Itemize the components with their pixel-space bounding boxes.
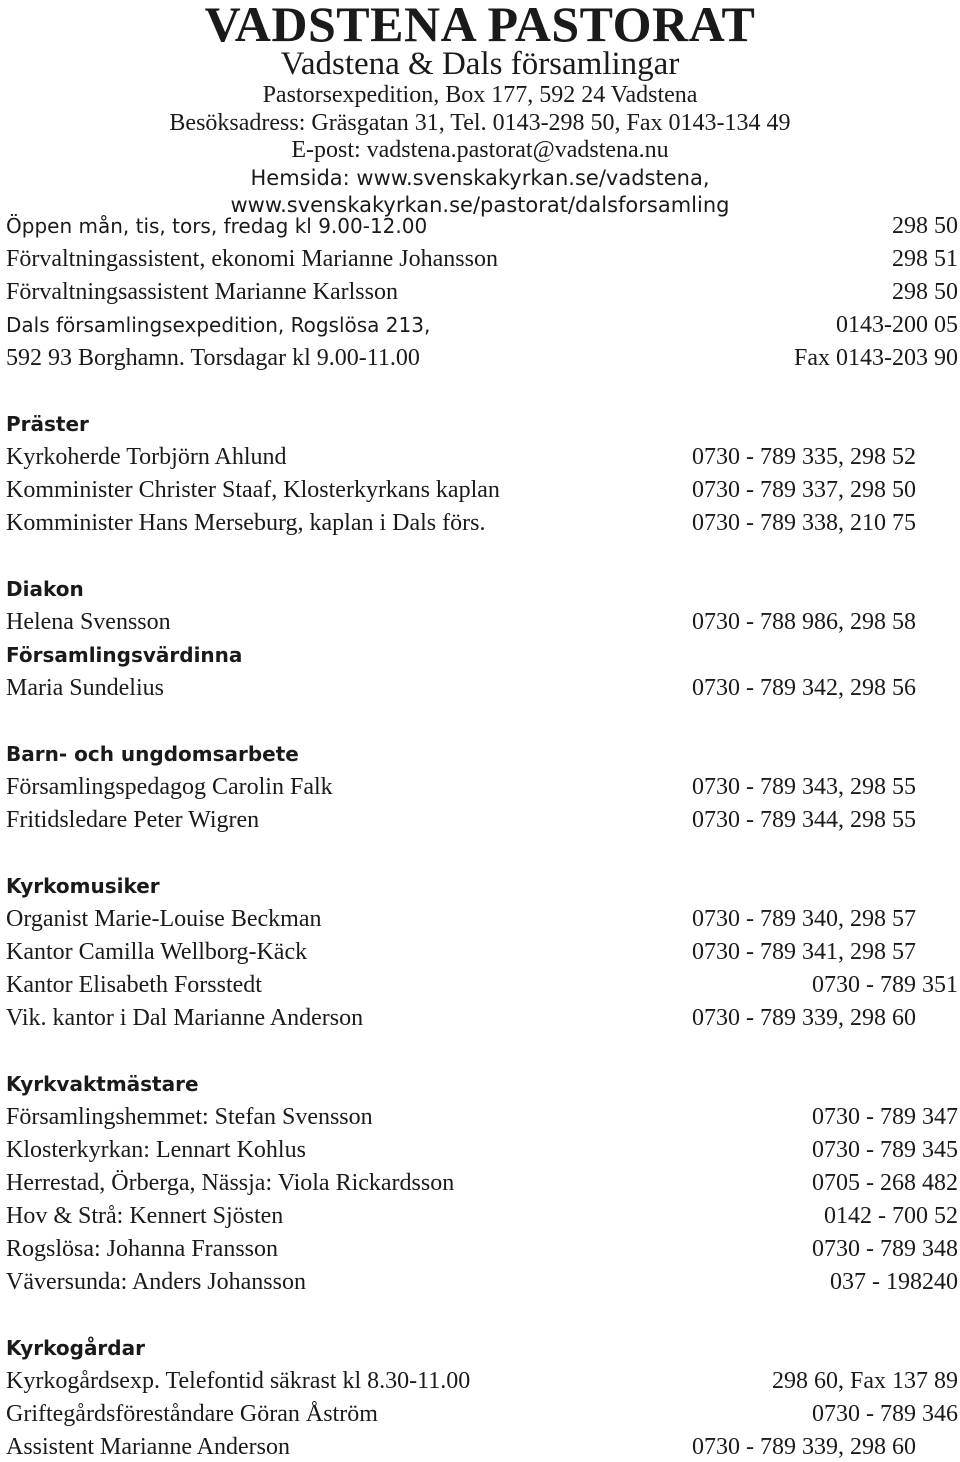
office-label: Förvaltningassistent, ekonomi Marianne Johansson bbox=[6, 246, 498, 272]
section-heading-diakon: Diakon bbox=[6, 577, 84, 601]
website-line: Hemsida: www.svenskakyrkan.se/vadstena, www.svenskakyrkan.se/pastorat/dalsforsamling bbox=[230, 165, 730, 217]
section-heading-forsamlingsvardinna: Församlingsvärdinna bbox=[6, 643, 243, 667]
section-heading-barn: Barn- och ungdomsarbete bbox=[6, 742, 299, 766]
contact-name: Kantor Camilla Wellborg-Käck bbox=[6, 939, 308, 965]
contact-name: Helena Svensson bbox=[6, 609, 171, 635]
contact-phone: 298 60, Fax 137 89 bbox=[772, 1368, 958, 1394]
office-value: 298 50 bbox=[892, 213, 958, 239]
contact-phone: 0730 - 789 337, 298 50 bbox=[692, 477, 916, 503]
contact-row bbox=[6, 937, 958, 967]
contact-row bbox=[6, 1168, 958, 1198]
office-value: 298 50 bbox=[892, 279, 958, 305]
contact-row bbox=[6, 673, 958, 703]
section-heading-kyrkvaktmastare: Kyrkvaktmästare bbox=[6, 1072, 199, 1096]
contact-row bbox=[6, 1201, 958, 1231]
contact-name: Rogslösa: Johanna Fransson bbox=[6, 1236, 278, 1262]
office-row bbox=[6, 211, 958, 241]
contact-phone: 0730 - 789 335, 298 52 bbox=[692, 444, 916, 470]
contact-name: Kantor Elisabeth Forsstedt bbox=[6, 972, 262, 998]
contact-name: Assistent Marianne Anderson bbox=[6, 1434, 290, 1460]
contact-name: Kyrkoherde Torbjörn Ahlund bbox=[6, 444, 287, 470]
contact-phone: 0705 - 268 482 bbox=[812, 1170, 958, 1196]
contact-row bbox=[6, 772, 958, 802]
contact-row bbox=[6, 475, 958, 505]
contact-name: Herrestad, Örberga, Nässja: Viola Rickardsson bbox=[6, 1170, 455, 1196]
contact-row bbox=[6, 1003, 958, 1033]
contact-phone: 0730 - 789 344, 298 55 bbox=[692, 807, 916, 833]
section-heading-kyrkogardar: Kyrkogårdar bbox=[6, 1336, 145, 1360]
contact-name: Vik. kantor i Dal Marianne Anderson bbox=[6, 1005, 364, 1031]
contact-name: Fritidsledare Peter Wigren bbox=[6, 807, 260, 833]
contact-name: Hov & Strå: Kennert Sjösten bbox=[6, 1203, 284, 1229]
postal-address: Pastorsexpedition, Box 177, 592 24 Vadstena bbox=[262, 82, 698, 108]
contact-name: Församlingshemmet: Stefan Svensson bbox=[6, 1104, 373, 1130]
contact-phone: 0730 - 789 341, 298 57 bbox=[692, 939, 916, 965]
contact-name: Griftegårdsföreståndare Göran Åström bbox=[6, 1401, 378, 1427]
office-label: 592 93 Borghamn. Torsdagar kl 9.00-11.00 bbox=[6, 345, 420, 371]
contact-phone: 0730 - 789 340, 298 57 bbox=[692, 906, 916, 932]
contact-row bbox=[6, 1135, 958, 1165]
office-row bbox=[6, 277, 958, 307]
contact-row bbox=[6, 1102, 958, 1132]
office-label: Öppen mån, tis, tors, fredag kl 9.00-12.00 bbox=[6, 214, 428, 238]
contact-name: Väversunda: Anders Johansson bbox=[6, 1269, 306, 1295]
section-heading-praster: Präster bbox=[6, 412, 89, 436]
office-row bbox=[6, 244, 958, 274]
contact-phone: 0730 - 789 348 bbox=[812, 1236, 958, 1262]
contact-name: Kyrkogårdsexp. Telefontid säkrast kl 8.30-11.00 bbox=[6, 1368, 471, 1394]
contact-phone: 0730 - 789 339, 298 60 bbox=[692, 1005, 916, 1031]
office-row bbox=[6, 343, 958, 373]
contact-row bbox=[6, 508, 958, 538]
contact-name: Komminister Hans Merseburg, kaplan i Dals förs. bbox=[6, 510, 486, 536]
document-header bbox=[0, 0, 960, 220]
contact-phone: 0730 - 789 338, 210 75 bbox=[692, 510, 916, 536]
office-value: Fax 0143-203 90 bbox=[794, 345, 958, 371]
document-subtitle: Vadstena & Dals församlingar bbox=[280, 46, 680, 82]
contact-phone: 0730 - 789 342, 298 56 bbox=[692, 675, 916, 701]
contact-phone: 0730 - 789 345 bbox=[812, 1137, 958, 1163]
visiting-address: Besöksadress: Gräsgatan 31, Tel. 0143-298 50, Fax 0143-134 49 bbox=[169, 109, 791, 136]
contact-phone: 0730 - 788 986, 298 58 bbox=[692, 609, 916, 635]
contact-row bbox=[6, 805, 958, 835]
contact-name: Organist Marie-Louise Beckman bbox=[6, 906, 322, 932]
contact-row bbox=[6, 1234, 958, 1264]
contact-row bbox=[6, 607, 958, 637]
contact-row bbox=[6, 442, 958, 472]
document-title: VADSTENA PASTORAT bbox=[204, 0, 756, 52]
contact-row bbox=[6, 970, 958, 1000]
contact-row bbox=[6, 1366, 958, 1396]
section-heading-kyrkomusiker: Kyrkomusiker bbox=[6, 874, 160, 898]
contact-phone: 0730 - 789 343, 298 55 bbox=[692, 774, 916, 800]
contact-name: Komminister Christer Staaf, Klosterkyrkans kaplan bbox=[6, 477, 500, 503]
office-row bbox=[6, 310, 958, 340]
office-value: 0143-200 05 bbox=[836, 312, 958, 338]
contact-phone: 0730 - 789 339, 298 60 bbox=[692, 1434, 916, 1460]
contact-phone: 0730 - 789 347 bbox=[812, 1104, 958, 1130]
contact-phone: 037 - 198240 bbox=[830, 1269, 958, 1295]
office-label: Förvaltningsassistent Marianne Karlsson bbox=[6, 279, 398, 305]
office-value: 298 51 bbox=[892, 246, 958, 272]
contact-name: Maria Sundelius bbox=[6, 675, 164, 701]
contact-phone: 0730 - 789 346 bbox=[812, 1401, 958, 1427]
contact-row bbox=[6, 1267, 958, 1297]
contact-name: Klosterkyrkan: Lennart Kohlus bbox=[6, 1137, 306, 1163]
contact-phone: 0730 - 789 351 bbox=[812, 972, 958, 998]
contact-row bbox=[6, 904, 958, 934]
contact-row bbox=[6, 1432, 958, 1462]
contact-name: Församlingspedagog Carolin Falk bbox=[6, 774, 333, 800]
email-line: E-post: vadstena.pastorat@vadstena.nu bbox=[291, 137, 669, 163]
contact-phone: 0142 - 700 52 bbox=[824, 1203, 958, 1229]
contact-row bbox=[6, 1399, 958, 1429]
office-label: Dals församlingsexpedition, Rogslösa 213, bbox=[6, 313, 431, 337]
